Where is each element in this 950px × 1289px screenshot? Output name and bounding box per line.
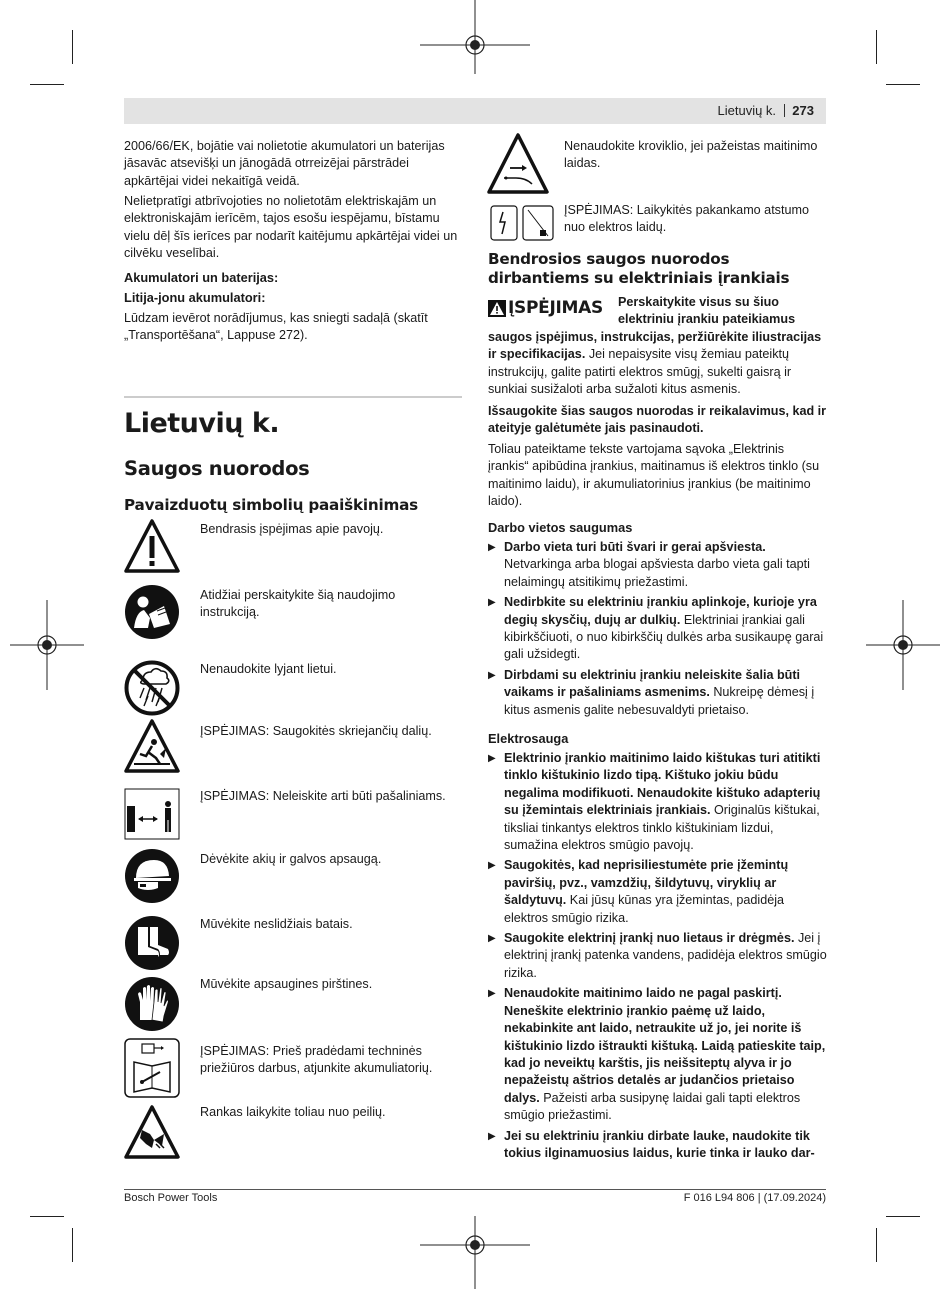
bullet-item: ▶ Saugokitės, kad neprisiliestumėte prie įžemintų paviršių, pvz., vamzdžių, šildytuvų, viryklių ar šaldytuvų. Kai jūsų kūnas yra įžemintas, padidėja elektros smūgio rizika.	[488, 858, 789, 925]
bullet-bold: Elektrinio įrankio maitinimo laido kištukas turi atitikti tinklo kištukinio lizdo tipą. Kištuko jokiu būdu negalima modifikuoti. Nenaudokite kištuko adapterių su įžemintais elektriniais įrankiais.	[504, 751, 821, 818]
header-section: Lietuvių k.	[717, 103, 777, 118]
symbol-row	[124, 848, 460, 910]
bullet-normal: Elektriniai įrankiai gali kibirkščiuoti, o nuo kibirkščių dulkės arba susikaupę garai gali užsidegti.	[504, 612, 824, 662]
power-line-distance-icon	[490, 204, 554, 242]
eye-head-protection-icon	[124, 848, 180, 904]
symbol-text: Atidžiai perskaitykite šią naudojimo instrukciją.	[200, 588, 396, 620]
warning-label: ĮSPĖJIMAS	[508, 298, 603, 318]
bullet-item: ▶ Jei su elektriniu įrankiu dirbate lauke, naudokite tik tokius ilginamuosius laidus, kurie tinka ir lauko dar-	[488, 1128, 815, 1160]
left-para-1: 2006/66/EK, bojātie vai nolietotie akumulatori un baterijas jāsavāc atsevišķi un jānogādā otrreizējai pārstrādei apkārtējai videi nekaitīgā veidā.	[124, 139, 445, 188]
bullet-normal: Originalūs kištukai, tiksliai tinkantys elektros tinklo kištukiniam lizdui, sumažina elektros smūgio pavojų.	[504, 803, 820, 853]
general-safety-title: Bendrosios saugos nuorodos dirbantiems su elektriniais įrankiais	[488, 250, 790, 287]
symbol-row	[124, 660, 460, 722]
page-number: 273	[792, 103, 814, 118]
keep-hands-away-icon	[124, 1104, 180, 1160]
electrical-bullets	[488, 750, 828, 1164]
symbol-text: Mūvėkite neslidžiais batais.	[200, 917, 353, 931]
registration-mark-right	[866, 600, 940, 690]
charger-symbol-text: Nenaudokite kroviklio, jei pažeistas maitinimo laidas.	[564, 139, 818, 171]
electrical-safety-title: Elektrosauga	[488, 731, 569, 746]
crop-mark	[30, 84, 64, 85]
symbol-row	[124, 718, 460, 780]
symbol-row	[124, 788, 460, 844]
left-para-2: Nelietpratīgi atbrīvojoties no nolietotām elektriskajām un elektroniskajām ierīcēm, tajos esošu iespējamu, bīstamu vielu dēļ šīs ierīces par nodarīt kaitējumu apkārtējai videi un cilvēku veselībai.	[124, 194, 458, 261]
crop-mark	[876, 1228, 877, 1262]
bullet-normal: Nukreipę dėmesį į kitus asmenis galite nebesuvaldyti prietaiso.	[504, 685, 815, 717]
footer-rule	[124, 1189, 826, 1190]
warning-paragraph	[488, 294, 828, 398]
symbol-text: ĮSPĖJIMAS: Neleiskite arti būti pašaliniams.	[200, 789, 446, 803]
bullet-item: ▶ Saugokite elektrinį įrankį nuo lietaus ir drėgmės. Jei į elektrinį įrankį patenka vandens, padidėja elektros smūgio rizika.	[488, 931, 827, 980]
heading-litija: Litija-jonu akumulatori:	[124, 290, 266, 305]
symbol-row	[124, 518, 460, 580]
symbol-text: Mūvėkite apsaugines pirštines.	[200, 977, 373, 991]
damaged-cable-warning-icon	[486, 132, 550, 196]
distance-symbol-text: ĮSPĖJIMAS: Laikykitės pakankamo atstumo nuo elektros laidų.	[564, 203, 809, 235]
symbol-row	[124, 1038, 460, 1102]
symbols-title: Pavaizduotų simbolių paaiškinimas	[124, 496, 418, 514]
bullet-bold: Nenaudokite maitinimo laido ne pagal paskirtį. Neneškite elektrinio įrankio paėmę už laido, nekabinkite ant laido, netraukite už jo, jei norite iš kištukinio lizdo ištraukti kištuką. Laidą patieskite taip, kad jo neveiktų karštis, jis neišsiteptų alyva ir jo nepažeistų aštrios detalės ar judančios prietaiso dalys.	[504, 986, 826, 1105]
language-title: Lietuvių k.	[124, 408, 280, 439]
registration-mark-left	[10, 600, 84, 690]
bullet-bold: Jei su elektriniu įrankiu dirbate lauke, naudokite tik tokius ilginamuosius laidus, kurie tinka ir lauko dar-	[504, 1128, 815, 1160]
bullet-normal: Jei į elektrinį įrankį patenka vandens, padidėja elektros smūgio rizika.	[504, 931, 827, 980]
bullet-bold: Saugokite elektrinį įrankį nuo lietaus ir drėgmės.	[504, 931, 795, 946]
remove-battery-icon	[124, 1038, 180, 1098]
safety-boots-icon	[124, 915, 180, 971]
crop-mark	[30, 1216, 64, 1217]
bullet-item: ▶ Nedirbkite su elektriniu įrankiu aplinkoje, kurioje yra degių skysčių, dujų ar dulkių. Elektriniai įrankiai gali kibirkščiuoti, o nuo kibirkščių dulkės arba susikaupę garai gali užsidegti.	[488, 595, 824, 662]
symbol-text: Bendrasis įspėjimas apie pavojų.	[200, 522, 384, 536]
symbol-row	[124, 976, 460, 1038]
registration-mark-top	[420, 0, 530, 90]
symbol-text: ĮSPĖJIMAS: Prieš pradėdami techninės priežiūros darbus, atjunkite akumuliatorių.	[200, 1044, 433, 1076]
symbol-row	[124, 1104, 460, 1166]
warning-normal-text: Jei nepaisysite visų žemiau pateiktų instrukcijų, galite patirti elektros smūgį, sukelti gaisrą ir sunkiai susižaloti arba sužaloti kitus asmenis.	[488, 347, 792, 397]
bullet-item: ▶ Dirbdami su elektriniu įrankiu neleiskite šalia būti vaikams ir pašaliniams asmenims. Nukreipę dėmesį į kitus asmenis galite nebesuvaldyti prietaiso.	[488, 667, 815, 717]
keep-bystanders-away-icon	[124, 788, 180, 844]
bullet-item: ▶ Darbo vieta turi būti švari ir gerai apšviesta. Netvarkinga arba blogai apšviesta darbo vieta gali tapti nelaimingų atsitikimų priežastimi.	[488, 540, 810, 589]
footer-left: Bosch Power Tools	[124, 1192, 218, 1204]
bullet-bold: Dirbdami su elektriniu įrankiu neleiskite šalia būti vaikams ir pašaliniams asmenims.	[504, 667, 801, 700]
symbol-text: ĮSPĖJIMAS: Saugokitės skriejančių dalių.	[200, 724, 432, 738]
symbol-row	[124, 584, 460, 646]
crop-mark	[886, 84, 920, 85]
registration-mark-bottom	[420, 1200, 530, 1289]
crop-mark	[876, 30, 877, 64]
left-para-3: Lūdzam ievērot norādījumus, kas sniegti sadaļā (skatīt „Transportēšana“, Lappuse 272).	[124, 311, 428, 343]
footer-right: F 016 L94 806 | (17.09.2024)	[683, 1192, 826, 1204]
bullet-normal: Kai jūsų kūnas yra įžemintas, padidėja elektros smūgio rizika.	[504, 893, 785, 925]
bullet-item: ▶ Nenaudokite maitinimo laido ne pagal paskirtį. Neneškite elektrinio įrankio paėmę už laido, nekabinkite ant laido, netraukite už jo, jei norite iš kištukinio lizdo ištraukti kištuką. Laidą patieskite taip, kad jo neveiktų karštis, jis neišsiteptų alyva ir jo nepažeistų aštrios detalės ar judančios prietaiso dalys. Pažeisti arba susipynę laidai gali tapti elektros smūgio priežastimi.	[488, 986, 826, 1123]
section-divider	[124, 396, 462, 398]
crop-mark	[886, 1216, 920, 1217]
no-rain-icon	[124, 660, 180, 716]
work-area-bullets	[488, 539, 828, 721]
bullet-normal: Netvarkinga arba blogai apšviesta darbo vieta gali tapti nelaimingų atsitikimų priežastimi.	[504, 557, 810, 589]
crop-mark	[72, 1228, 73, 1262]
heading-akumulatori: Akumulatori un baterijas:	[124, 270, 279, 285]
term-definition-text: Toliau pateiktame tekste vartojama sąvoka „Elektrinis įrankis“ apibūdina įrankius, maitinamus iš elektros tinklo (su maitinimo laidu), ir akumuliatorinius įrankius (be maitinimo laido).	[488, 442, 820, 509]
symbol-text: Rankas laikykite toliau nuo peilių.	[200, 1105, 386, 1119]
bullet-bold: Darbo vieta turi būti švari ir gerai apšviesta.	[504, 540, 766, 554]
crop-mark	[72, 30, 73, 64]
page-header	[718, 103, 815, 118]
general-warning-icon	[124, 518, 180, 574]
bullet-item: ▶ Elektrinio įrankio maitinimo laido kištukas turi atitikti tinklo kištukinio lizdo tipą. Kištuko jokiu būdu negalima modifikuoti. Nenaudokite kištuko adapterių su įžemintais elektriniais įrankiais. Originalūs kištukai, tiksliai tinkantys elektros tinklo kištukiniam lizdui, sumažina elektros smūgio pavojų.	[488, 751, 821, 853]
keep-instructions-text: Išsaugokite šias saugos nuorodas ir reikalavimus, kad ir ateityje galėtumėte jais pasinaudoti.	[488, 404, 827, 436]
read-manual-icon	[124, 584, 180, 640]
flying-parts-icon	[124, 718, 180, 774]
safety-title: Saugos nuorodos	[124, 457, 310, 480]
bullet-normal: Pažeisti arba susipynę laidai gali tapti elektros smūgio priežastimi.	[504, 1090, 801, 1123]
warning-bold-text: Perskaitykite visus su šiuo elektriniu įrankiu pateikiamus saugos įspėjimus, instrukcijas, peržiūrėkite iliustracijas ir specifikacijas.	[488, 295, 822, 362]
symbol-text: Nenaudokite lyjant lietui.	[200, 662, 337, 676]
symbol-text: Dėvėkite akių ir galvos apsaugą.	[200, 852, 382, 866]
protective-gloves-icon	[124, 976, 180, 1032]
bullet-bold: Saugokitės, kad neprisiliestumėte prie įžemintų paviršių, pvz., vamzdžių, šildytuvų, viryklių ar šaldytuvų.	[504, 858, 789, 908]
bullet-bold: Nedirbkite su elektriniu įrankiu aplinkoje, kurioje yra degių skysčių, dujų ar dulkių.	[504, 595, 817, 627]
symbol-row	[124, 915, 460, 977]
work-area-title: Darbo vietos saugumas	[488, 520, 633, 535]
